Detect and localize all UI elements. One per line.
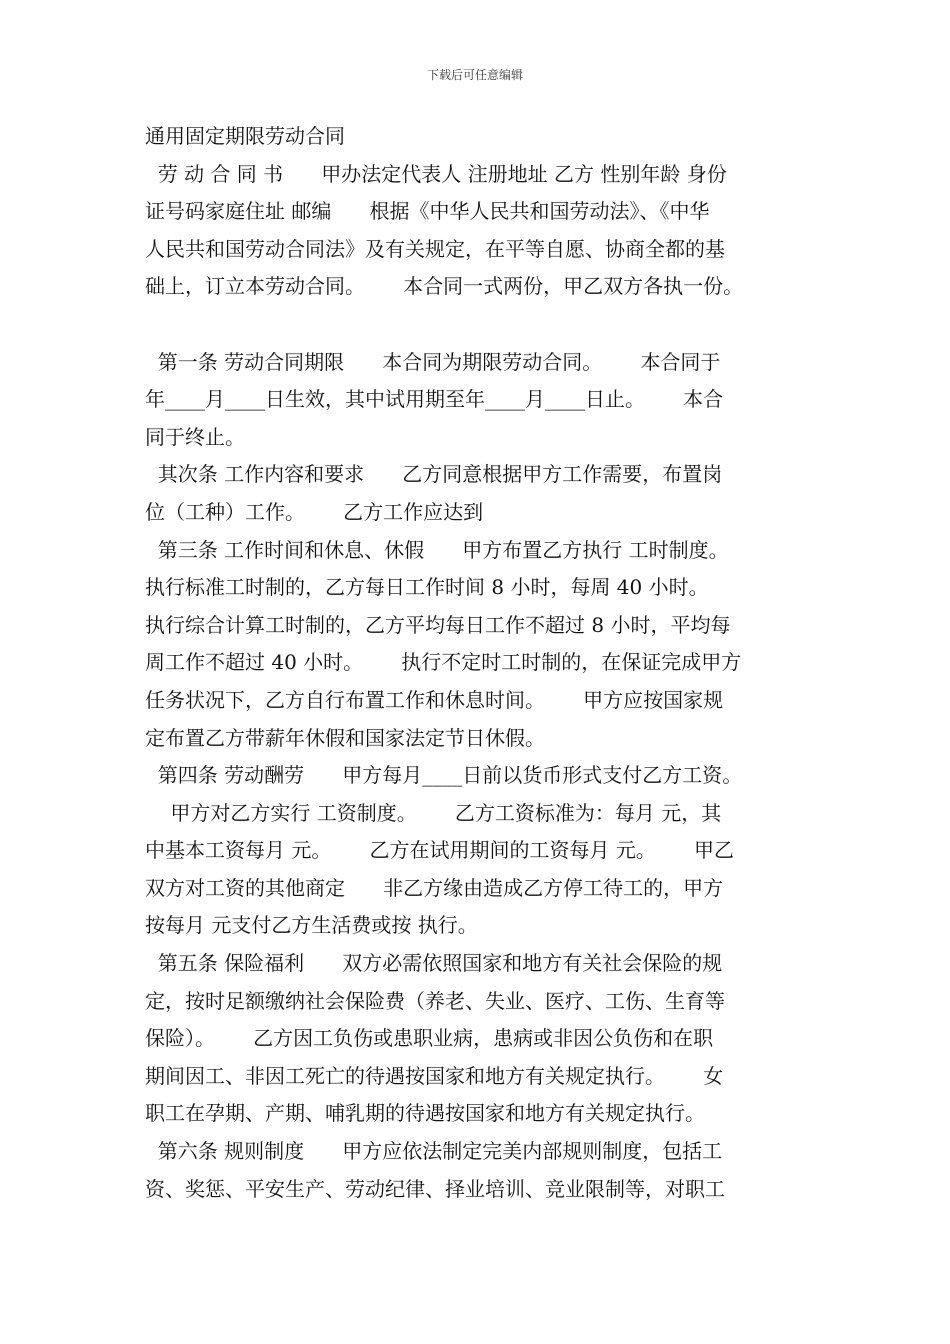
paragraph-line: 础上，订立本劳动合同。 本合同一式两份，甲乙双方各执一份。	[145, 274, 744, 299]
article-2-line: 其次条 工作内容和要求 乙方同意根据甲方工作需要，布置岗	[145, 462, 723, 487]
article-6-line: 资、奖惩、平安生产、劳动纪律、择业培训、竞业限制等，对职工	[145, 1176, 725, 1201]
article-5-line: 期间因工、非因工死亡的待遇按国家和地方有关规定执行。 女	[145, 1063, 724, 1088]
article-5-line: 第五条 保险福利 双方必需依照国家和地方有关社会保险的规	[145, 951, 723, 976]
article-3-line: 第三条 工作时间和休息、休假 甲方布置乙方执行 工时制度。	[145, 537, 729, 562]
article-5-line: 定，按时足额缴纳社会保险费（养老、失业、医疗、工伤、生育等	[145, 988, 725, 1013]
document-title: 通用固定期限劳动合同	[145, 124, 345, 148]
page-header-note: 下载后可任意编辑	[426, 68, 523, 82]
paragraph-line: 人民共和国劳动合同法》及有关规定，在平等自愿、协商全都的基	[145, 236, 725, 261]
article-3-line: 任务状况下，乙方自行布置工作和休息时间。 甲方应按国家规	[145, 687, 724, 712]
article-6-line: 第六条 规则制度 甲方应依法制定完美内部规则制度，包括工	[145, 1139, 723, 1164]
article-5-line: 职工在孕期、产期、哺乳期的待遇按国家和地方有关规定执行。	[145, 1101, 705, 1126]
article-3-line: 周工作不超过 40 小时。 执行不定时工时制的，在保证完成甲方	[145, 650, 742, 675]
article-3-line: 执行综合计算工时制的，乙方平均每日工作不超过 8 小时，平均每	[145, 612, 731, 637]
article-5-line: 保险）。 乙方因工负伤或患职业病，患病或非因公负伤和在职	[145, 1026, 714, 1051]
article-4-line: 中基本工资每月 元。 乙方在试用期间的工资每月 元。 甲乙	[145, 838, 735, 863]
paragraph-line: 劳 动 合 同 书 甲办法定代表人 注册地址 乙方 性别年龄 身份	[145, 161, 727, 186]
article-4-line: 第四条 劳动酬劳 甲方每月____日前以货币形式支付乙方工资。	[145, 763, 743, 788]
paragraph-line: 证号码家庭住址 邮编 根据《中华人民共和国劳动法》、《中华	[145, 199, 710, 224]
article-1-line: 年____月____日生效，其中试用期至年____月____日止。 本合	[145, 387, 724, 412]
article-4-line: 甲方对乙方实行 工资制度。 乙方工资标准为：每月 元，其	[145, 800, 722, 825]
article-1-line: 第一条 劳动合同期限 本合同为期限劳动合同。 本合同于	[145, 349, 721, 374]
article-3-line: 定布置乙方带薪年休假和国家法定节日休假。	[145, 725, 545, 750]
document-body	[145, 118, 825, 1208]
article-2-line: 位（工种）工作。 乙方工作应达到	[145, 499, 484, 524]
article-3-line: 执行标准工时制的，乙方每日工作时间 8 小时，每周 40 小时。	[145, 575, 709, 600]
article-4-line: 双方对工资的其他商定 非乙方缘由造成乙方停工待工的，甲方	[145, 875, 724, 900]
blank-line	[145, 306, 825, 344]
article-4-line: 按每月 元支付乙方生活费或按 执行。	[145, 913, 478, 938]
article-1-line: 同于终止。	[145, 424, 245, 449]
